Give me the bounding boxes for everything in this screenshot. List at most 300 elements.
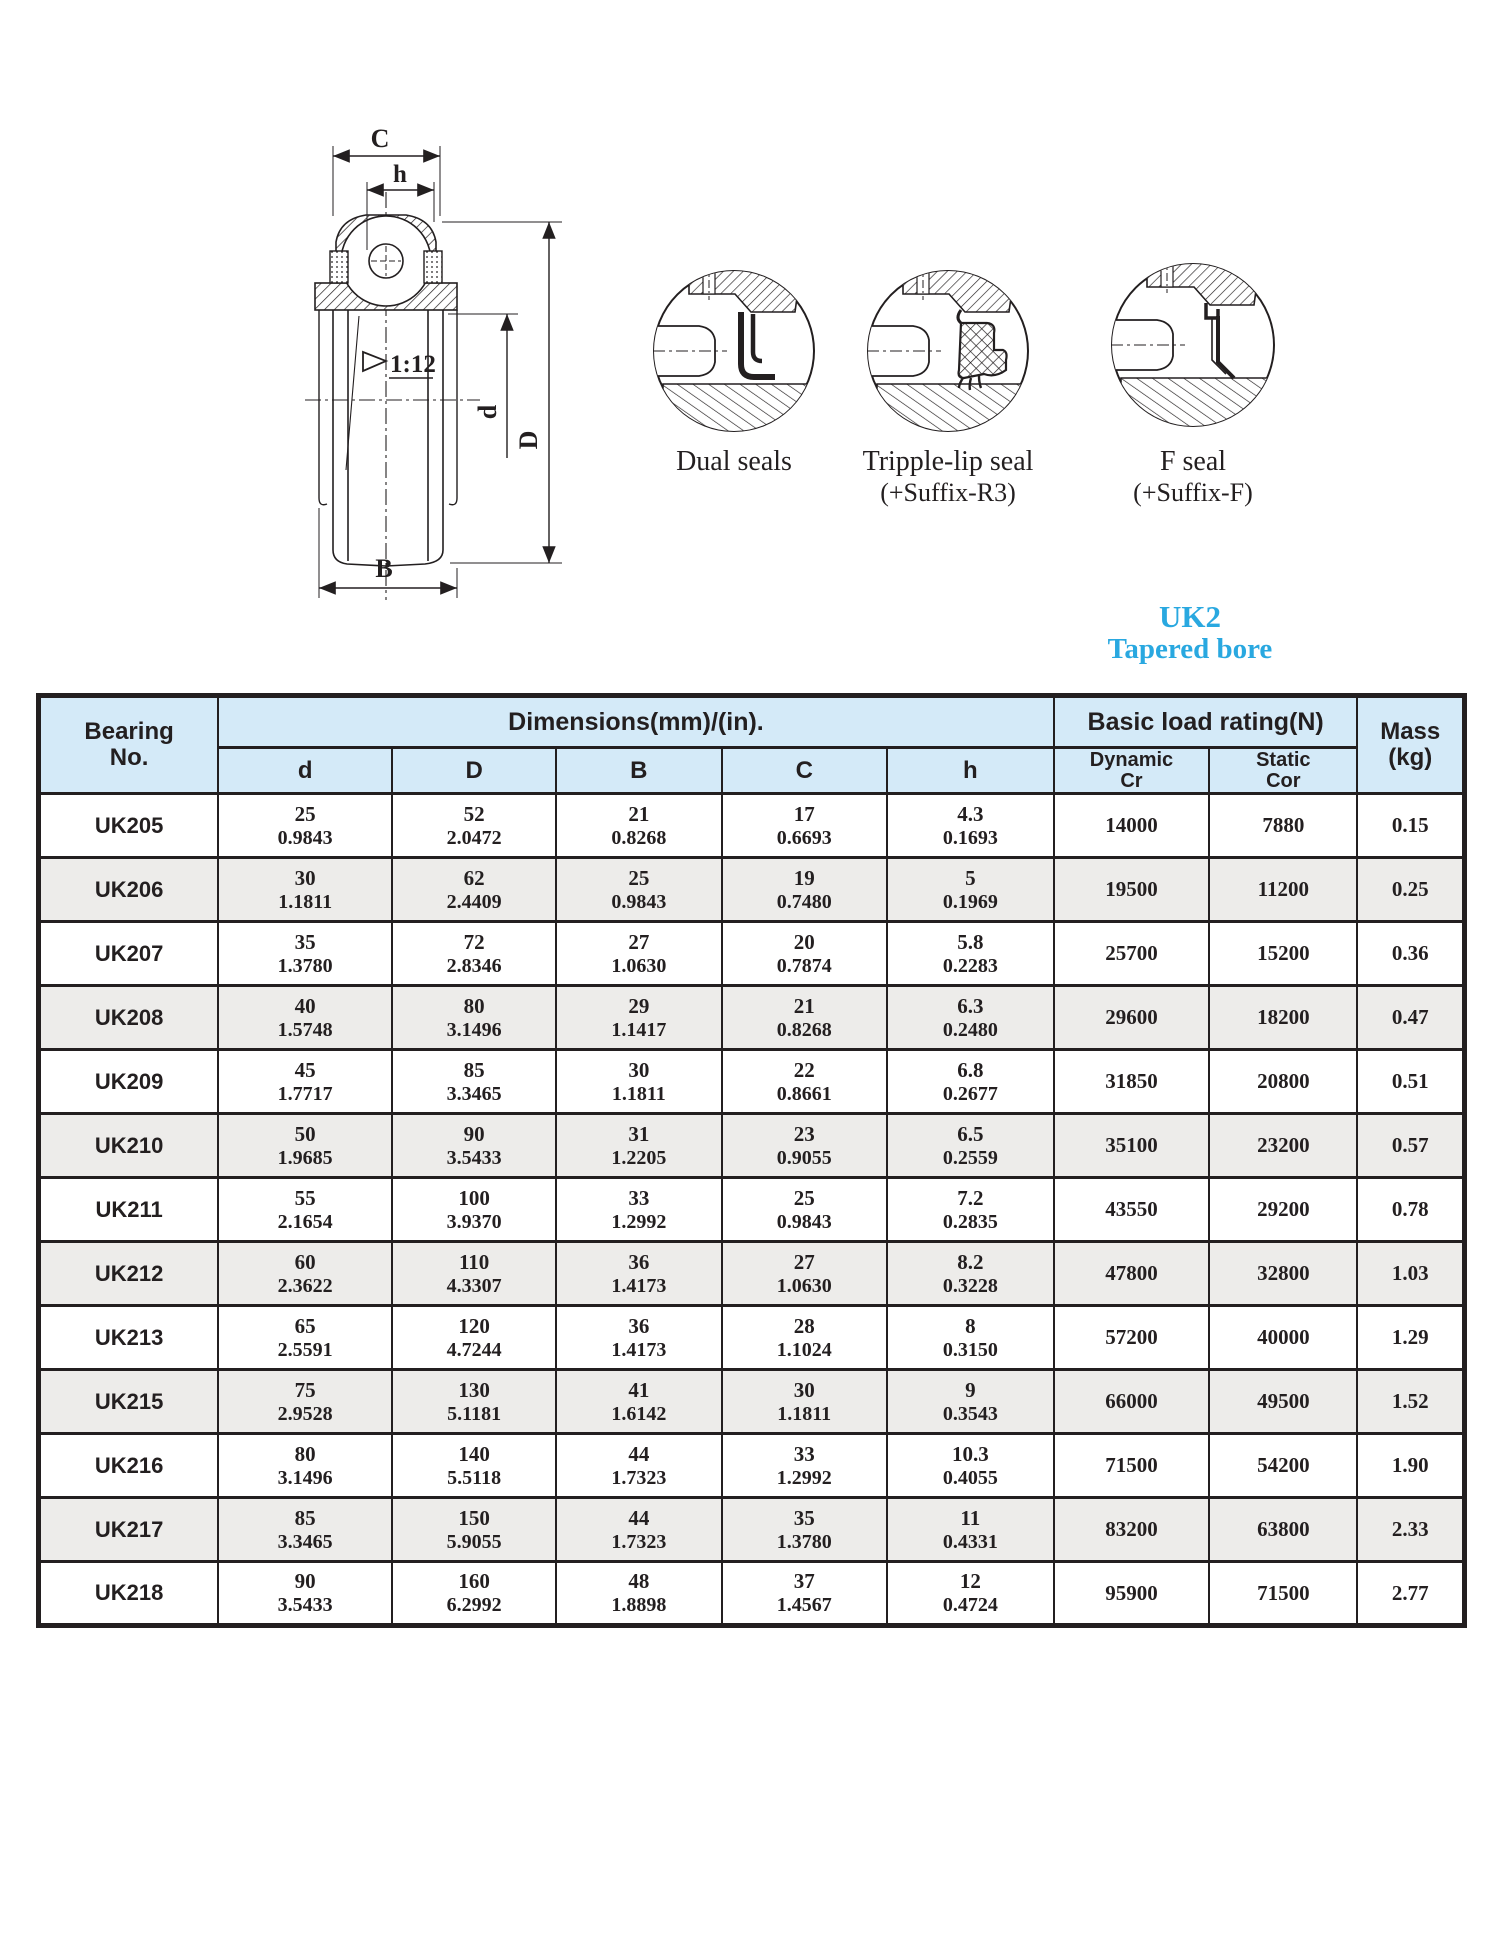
value-in: 2.5591	[277, 1338, 333, 1361]
value-mm: 36	[628, 1249, 650, 1274]
mass-cell: 0.78	[1357, 1178, 1464, 1242]
dim-h-cell	[887, 1498, 1054, 1562]
value-mm: 35	[793, 1505, 815, 1530]
value-in: 0.3150	[942, 1338, 998, 1361]
value-in: 0.1693	[942, 826, 998, 849]
value-mm: 12	[959, 1569, 981, 1593]
header-col-C: C	[722, 748, 887, 794]
value-mm: 150	[458, 1505, 490, 1530]
dim-B-cell	[556, 986, 721, 1050]
value-mm: 6.5	[957, 1121, 984, 1146]
seal-subtitle: (+Suffix-F)	[1133, 478, 1253, 507]
dim-d-cell	[218, 1370, 392, 1434]
value-in: 1.7323	[611, 1466, 667, 1489]
static-cor-cell: 32800	[1209, 1242, 1357, 1306]
header-dimensions: Dimensions(mm)/(in).	[218, 696, 1054, 748]
value-mm: 25	[294, 801, 316, 826]
dim-d-cell	[218, 986, 392, 1050]
dim-label-d: d	[473, 404, 502, 420]
value-mm: 40	[294, 993, 316, 1018]
value-mm: 30	[793, 1377, 815, 1402]
value-in: 0.9843	[776, 1210, 832, 1233]
seal-title: Dual seals	[676, 446, 792, 477]
value-mm: 50	[294, 1121, 316, 1146]
dim-B-cell	[556, 1306, 721, 1370]
mass-cell: 0.25	[1357, 858, 1464, 922]
seal-subtitle: (+Suffix-R3)	[880, 478, 1016, 507]
value-mm: 100	[458, 1185, 490, 1210]
dim-B-cell	[556, 1178, 721, 1242]
bearing-no-cell: UK215	[39, 1370, 219, 1434]
dim-D-cell	[392, 1370, 556, 1434]
dim-C-cell	[722, 1562, 887, 1626]
value-mm: 30	[628, 1057, 650, 1082]
value-mm: 45	[294, 1057, 316, 1082]
value-in: 0.8268	[611, 826, 667, 849]
value-mm: 19	[793, 865, 815, 890]
dim-d-cell	[218, 794, 392, 858]
series-code: UK2	[1159, 599, 1221, 634]
dim-D-cell	[392, 1242, 556, 1306]
table-row	[39, 1306, 1465, 1370]
dim-C-cell	[722, 1370, 887, 1434]
table-body	[39, 794, 1465, 1626]
dynamic-cr-cell: 29600	[1054, 986, 1209, 1050]
value-mm: 55	[294, 1185, 316, 1210]
value-mm: 22	[793, 1057, 815, 1082]
value-in: 0.9055	[776, 1146, 832, 1169]
table-row	[39, 922, 1465, 986]
value-mm: 30	[294, 865, 316, 890]
mass-cell: 1.29	[1357, 1306, 1464, 1370]
dim-label-h: h	[393, 161, 407, 188]
bearing-no-cell: UK205	[39, 794, 219, 858]
mass-cell: 1.90	[1357, 1434, 1464, 1498]
value-in: 0.1969	[942, 890, 998, 913]
dim-h-cell	[887, 986, 1054, 1050]
value-mm: 52	[463, 801, 485, 826]
mass-cell: 0.51	[1357, 1050, 1464, 1114]
dim-label-B: B	[375, 554, 393, 583]
dim-d-cell	[218, 1242, 392, 1306]
dim-h-cell	[887, 794, 1054, 858]
value-in: 1.2205	[611, 1146, 667, 1169]
dim-h-cell	[887, 1114, 1054, 1178]
series-bore-type: Tapered bore	[1107, 633, 1273, 665]
dim-h-cell	[887, 1562, 1054, 1626]
value-mm: 28	[793, 1313, 815, 1338]
dim-D-cell	[392, 1562, 556, 1626]
table-row	[39, 858, 1465, 922]
static-cor-cell: 49500	[1209, 1370, 1357, 1434]
header-line: Cr	[1120, 769, 1143, 792]
static-cor-cell: 29200	[1209, 1178, 1357, 1242]
value-in: 0.3228	[942, 1274, 998, 1297]
value-in: 0.3543	[942, 1402, 998, 1425]
table-row	[39, 986, 1465, 1050]
table-row	[39, 1178, 1465, 1242]
dim-B-cell	[556, 1562, 721, 1626]
dim-D-cell	[392, 1178, 556, 1242]
dim-B-cell	[556, 922, 721, 986]
value-mm: 120	[458, 1313, 490, 1338]
value-in: 0.2559	[942, 1146, 998, 1169]
bearing-no-cell: UK208	[39, 986, 219, 1050]
mass-cell: 0.47	[1357, 986, 1464, 1050]
header-dynamic-cr	[1054, 748, 1209, 794]
dim-D-cell	[392, 1050, 556, 1114]
value-mm: 36	[628, 1313, 650, 1338]
value-mm: 8	[965, 1313, 976, 1338]
table-row	[39, 1242, 1465, 1306]
dim-C-cell	[722, 1242, 887, 1306]
value-in: 1.8898	[611, 1594, 667, 1616]
table-row	[39, 1050, 1465, 1114]
table-row	[39, 1434, 1465, 1498]
dim-B-cell	[556, 858, 721, 922]
value-in: 1.9685	[277, 1146, 333, 1169]
dynamic-cr-cell: 14000	[1054, 794, 1209, 858]
bearing-no-cell: UK216	[39, 1434, 219, 1498]
value-mm: 80	[294, 1441, 316, 1466]
header-line: No.	[109, 744, 149, 771]
mass-cell: 2.77	[1357, 1562, 1464, 1626]
value-mm: 44	[628, 1505, 650, 1530]
table-row	[39, 794, 1465, 858]
value-in: 1.4173	[611, 1274, 667, 1297]
f-seal-detail-drawing	[1107, 259, 1279, 431]
dynamic-cr-cell: 31850	[1054, 1050, 1209, 1114]
value-mm: 160	[458, 1569, 490, 1593]
value-in: 1.1024	[776, 1338, 832, 1361]
value-mm: 44	[628, 1441, 650, 1466]
dim-C-cell	[722, 1434, 887, 1498]
value-in: 1.0630	[776, 1274, 832, 1297]
value-mm: 31	[628, 1121, 650, 1146]
dim-h-cell	[887, 1050, 1054, 1114]
dim-D-cell	[392, 1434, 556, 1498]
bearing-no-cell: UK210	[39, 1114, 219, 1178]
table-row	[39, 1114, 1465, 1178]
value-in: 0.8661	[776, 1082, 832, 1105]
value-in: 0.2677	[942, 1082, 998, 1105]
value-in: 3.5433	[277, 1594, 333, 1616]
value-in: 2.4409	[446, 890, 502, 913]
value-in: 0.8268	[776, 1018, 832, 1041]
value-mm: 33	[793, 1441, 815, 1466]
static-cor-cell: 54200	[1209, 1434, 1357, 1498]
value-in: 0.7480	[776, 890, 832, 913]
table-row	[39, 1370, 1465, 1434]
dim-B-cell	[556, 1434, 721, 1498]
value-mm: 27	[793, 1249, 815, 1274]
bearing-no-cell: UK211	[39, 1178, 219, 1242]
dim-h-cell	[887, 922, 1054, 986]
value-mm: 80	[463, 993, 485, 1018]
header-col-D: D	[392, 748, 556, 794]
value-in: 0.9843	[277, 826, 333, 849]
value-mm: 60	[294, 1249, 316, 1274]
value-in: 1.0630	[611, 954, 667, 977]
dynamic-cr-cell: 25700	[1054, 922, 1209, 986]
value-mm: 85	[463, 1057, 485, 1082]
value-mm: 20	[793, 929, 815, 954]
value-in: 2.9528	[277, 1402, 333, 1425]
dim-C-cell	[722, 794, 887, 858]
table-row	[39, 1498, 1465, 1562]
dim-C-cell	[722, 1050, 887, 1114]
value-in: 3.5433	[446, 1146, 502, 1169]
dim-D-cell	[392, 1306, 556, 1370]
dim-D-cell	[392, 858, 556, 922]
value-in: 5.5118	[447, 1466, 502, 1489]
dim-h-cell	[887, 1370, 1054, 1434]
value-in: 1.3780	[776, 1530, 832, 1553]
header-line: (kg)	[1388, 744, 1433, 771]
value-mm: 27	[628, 929, 650, 954]
value-mm: 90	[463, 1121, 485, 1146]
value-in: 1.7717	[277, 1082, 333, 1105]
seal-title: F seal	[1159, 446, 1227, 477]
value-in: 5.9055	[446, 1530, 502, 1553]
value-mm: 7.2	[957, 1185, 984, 1210]
value-in: 0.7874	[776, 954, 832, 977]
dim-C-cell	[722, 1306, 887, 1370]
dim-h-cell	[887, 1242, 1054, 1306]
value-mm: 35	[294, 929, 316, 954]
dim-d-cell	[218, 1306, 392, 1370]
value-mm: 6.8	[957, 1057, 984, 1082]
value-in: 3.1496	[446, 1018, 502, 1041]
value-mm: 6.3	[957, 993, 984, 1018]
value-mm: 21	[628, 801, 650, 826]
dynamic-cr-cell: 95900	[1054, 1562, 1209, 1626]
seal-title: Tripple-lip seal	[862, 446, 1034, 477]
value-in: 0.9843	[611, 890, 667, 913]
dim-h-cell	[887, 1434, 1054, 1498]
series-tag	[1060, 600, 1320, 666]
dim-d-cell	[218, 922, 392, 986]
bearing-spec-table	[36, 693, 1467, 1628]
dynamic-cr-cell: 57200	[1054, 1306, 1209, 1370]
dynamic-cr-cell: 19500	[1054, 858, 1209, 922]
value-mm: 65	[294, 1313, 316, 1338]
dim-d-cell	[218, 1050, 392, 1114]
static-cor-cell: 40000	[1209, 1306, 1357, 1370]
table-header	[39, 696, 1465, 794]
static-cor-cell: 71500	[1209, 1562, 1357, 1626]
value-in: 1.4173	[611, 1338, 667, 1361]
value-mm: 21	[793, 993, 815, 1018]
dim-h-cell	[887, 858, 1054, 922]
value-mm: 90	[294, 1569, 316, 1593]
static-cor-cell: 63800	[1209, 1498, 1357, 1562]
value-mm: 41	[628, 1377, 650, 1402]
value-in: 2.8346	[446, 954, 502, 977]
dim-B-cell	[556, 1370, 721, 1434]
bearing-no-cell: UK206	[39, 858, 219, 922]
value-in: 4.7244	[446, 1338, 502, 1361]
value-mm: 25	[793, 1185, 815, 1210]
header-line: Mass	[1380, 718, 1441, 745]
value-mm: 62	[463, 865, 485, 890]
value-mm: 72	[463, 929, 485, 954]
dim-B-cell	[556, 1114, 721, 1178]
bearing-no-cell: UK217	[39, 1498, 219, 1562]
value-in: 1.2992	[611, 1210, 667, 1233]
header-col-d: d	[218, 748, 392, 794]
value-in: 2.1654	[277, 1210, 333, 1233]
header-line: Static	[1256, 748, 1311, 771]
mass-cell: 1.03	[1357, 1242, 1464, 1306]
header-static-cor	[1209, 748, 1357, 794]
header-line: Bearing	[84, 718, 174, 745]
table-row	[39, 1562, 1465, 1626]
value-mm: 130	[458, 1377, 490, 1402]
dim-label-c: C	[370, 124, 390, 153]
value-mm: 48	[628, 1569, 650, 1593]
value-in: 4.3307	[446, 1274, 502, 1297]
value-in: 1.4567	[776, 1594, 832, 1616]
header-line: Dynamic	[1089, 748, 1174, 771]
value-in: 0.4055	[942, 1466, 998, 1489]
mass-cell: 2.33	[1357, 1498, 1464, 1562]
dim-d-cell	[218, 1178, 392, 1242]
mass-cell: 0.57	[1357, 1114, 1464, 1178]
value-mm: 5	[965, 865, 976, 890]
dim-D-cell	[392, 794, 556, 858]
dim-B-cell	[556, 1050, 721, 1114]
dim-C-cell	[722, 858, 887, 922]
value-in: 5.1181	[447, 1402, 502, 1425]
value-in: 0.2480	[942, 1018, 998, 1041]
value-in: 0.2283	[942, 954, 998, 977]
value-in: 3.3465	[446, 1082, 502, 1105]
dim-h-cell	[887, 1306, 1054, 1370]
header-line: Cor	[1266, 769, 1301, 792]
dynamic-cr-cell: 83200	[1054, 1498, 1209, 1562]
dim-B-cell	[556, 1498, 721, 1562]
dim-d-cell	[218, 1434, 392, 1498]
mass-cell: 0.15	[1357, 794, 1464, 858]
taper-label: 1:12	[390, 351, 436, 378]
bearing-no-cell: UK209	[39, 1050, 219, 1114]
mass-cell: 0.36	[1357, 922, 1464, 986]
dim-C-cell	[722, 1114, 887, 1178]
header-bearing-no	[39, 696, 219, 794]
bearing-no-cell: UK218	[39, 1562, 219, 1626]
value-mm: 23	[793, 1121, 815, 1146]
mass-cell: 1.52	[1357, 1370, 1464, 1434]
value-in: 2.0472	[446, 826, 502, 849]
dim-D-cell	[392, 1114, 556, 1178]
value-in: 1.1417	[611, 1018, 667, 1041]
bearing-no-cell: UK207	[39, 922, 219, 986]
f-seal-caption	[1063, 446, 1323, 508]
value-in: 1.3780	[277, 954, 333, 977]
tripple-lip-seal-caption	[818, 446, 1078, 508]
value-mm: 8.2	[957, 1249, 984, 1274]
bearing-no-cell: UK212	[39, 1242, 219, 1306]
dim-d-cell	[218, 1562, 392, 1626]
value-mm: 140	[458, 1441, 490, 1466]
value-mm: 9	[965, 1377, 976, 1402]
value-in: 3.1496	[277, 1466, 333, 1489]
value-mm: 110	[458, 1249, 490, 1274]
value-in: 1.6142	[611, 1402, 667, 1425]
value-mm: 17	[793, 801, 815, 826]
value-mm: 5.8	[957, 929, 984, 954]
dynamic-cr-cell: 71500	[1054, 1434, 1209, 1498]
dim-B-cell	[556, 1242, 721, 1306]
value-mm: 33	[628, 1185, 650, 1210]
dim-label-D: D	[514, 430, 543, 450]
dim-D-cell	[392, 986, 556, 1050]
dynamic-cr-cell: 66000	[1054, 1370, 1209, 1434]
header-mass	[1357, 696, 1464, 794]
dim-D-cell	[392, 1498, 556, 1562]
header-col-h: h	[887, 748, 1054, 794]
dim-C-cell	[722, 1178, 887, 1242]
value-in: 3.9370	[446, 1210, 502, 1233]
header-basic-load: Basic load rating(N)	[1054, 696, 1358, 748]
value-mm: 4.3	[957, 801, 984, 826]
value-mm: 75	[294, 1377, 316, 1402]
value-mm: 37	[793, 1569, 815, 1593]
value-in: 1.1811	[611, 1082, 666, 1105]
value-in: 2.3622	[277, 1274, 333, 1297]
header-col-B: B	[556, 748, 721, 794]
value-in: 3.3465	[277, 1530, 333, 1553]
value-mm: 85	[294, 1505, 316, 1530]
static-cor-cell: 11200	[1209, 858, 1357, 922]
static-cor-cell: 18200	[1209, 986, 1357, 1050]
dynamic-cr-cell: 35100	[1054, 1114, 1209, 1178]
static-cor-cell: 15200	[1209, 922, 1357, 986]
dim-d-cell	[218, 1498, 392, 1562]
dim-d-cell	[218, 858, 392, 922]
value-mm: 11	[960, 1505, 981, 1530]
dim-d-cell	[218, 1114, 392, 1178]
value-mm: 29	[628, 993, 650, 1018]
value-in: 1.2992	[776, 1466, 832, 1489]
value-in: 6.2992	[446, 1594, 502, 1616]
tripple-lip-seal-detail-drawing	[863, 266, 1033, 436]
dim-D-cell	[392, 922, 556, 986]
bearing-cross-section-drawing	[230, 80, 580, 620]
value-in: 1.7323	[611, 1530, 667, 1553]
value-in: 1.1811	[278, 890, 333, 913]
dim-C-cell	[722, 986, 887, 1050]
dynamic-cr-cell: 43550	[1054, 1178, 1209, 1242]
dim-C-cell	[722, 922, 887, 986]
dim-B-cell	[556, 794, 721, 858]
value-mm: 25	[628, 865, 650, 890]
dynamic-cr-cell: 47800	[1054, 1242, 1209, 1306]
bearing-no-cell: UK213	[39, 1306, 219, 1370]
static-cor-cell: 23200	[1209, 1114, 1357, 1178]
value-in: 1.1811	[777, 1402, 832, 1425]
value-in: 0.2835	[942, 1210, 998, 1233]
static-cor-cell: 7880	[1209, 794, 1357, 858]
dim-h-cell	[887, 1178, 1054, 1242]
value-mm: 10.3	[951, 1441, 989, 1466]
value-in: 0.4724	[942, 1594, 998, 1616]
dim-C-cell	[722, 1498, 887, 1562]
value-in: 1.5748	[277, 1018, 333, 1041]
value-in: 0.6693	[776, 826, 832, 849]
value-in: 0.4331	[942, 1530, 998, 1553]
